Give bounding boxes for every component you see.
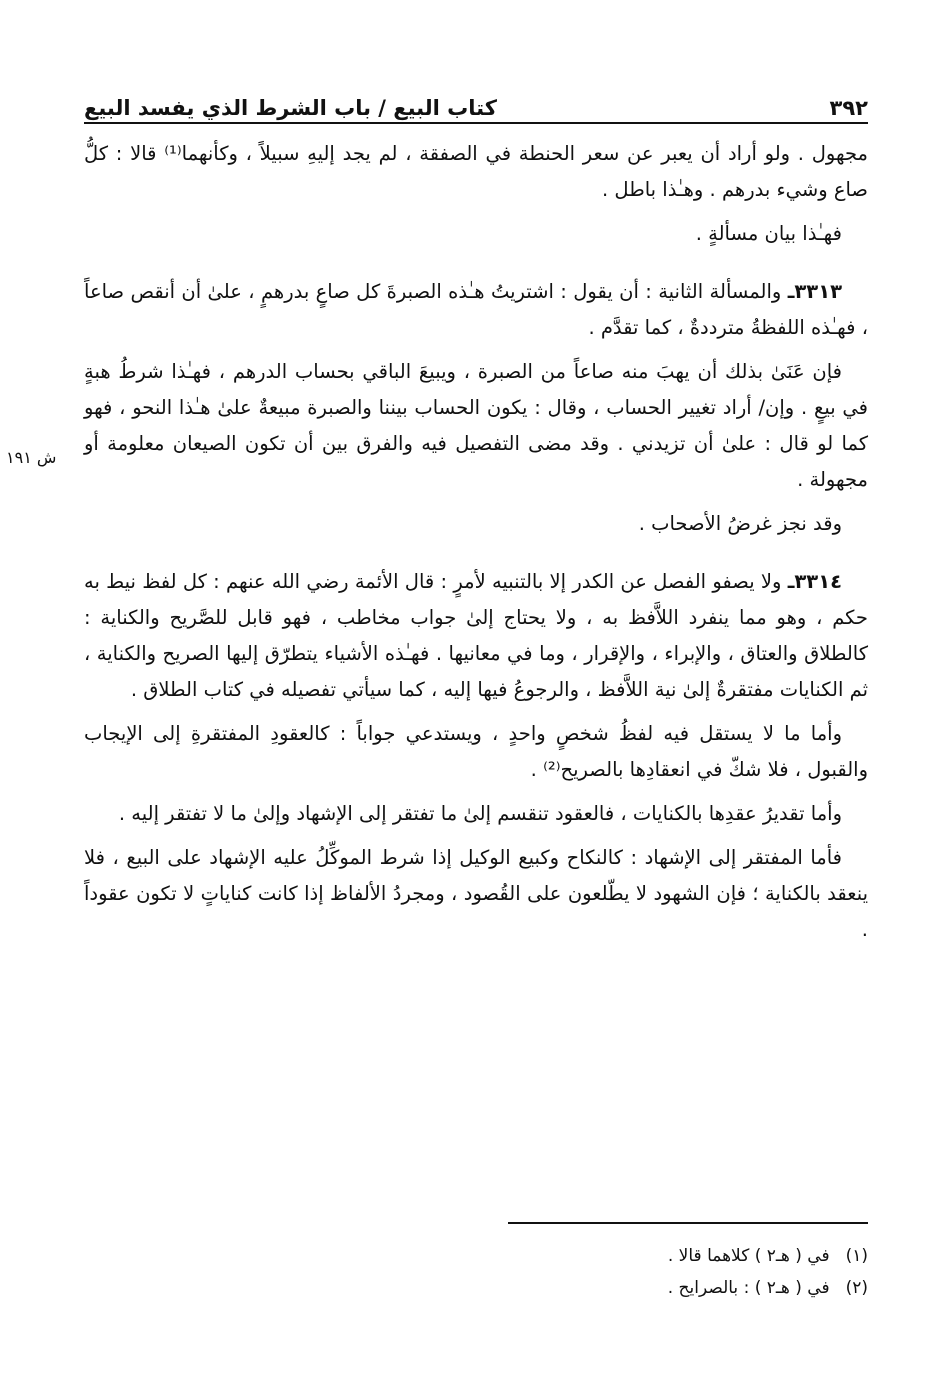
footnote-rule <box>508 1222 868 1224</box>
running-header <box>84 80 868 124</box>
manuscript-folio-note: ش ١٩١ <box>6 448 57 467</box>
paragraph: فأما المفتقر إلى الإشهاد : كالنكاح وكبيع الوكيل إذا شرط الموكِّلُ عليه الإشهاد على البيع ، فلا ينعقد بالكناية ؛ فإن الشهود لا يطّلعون على القُصود ، ومجردُ الألفاظ إذا كانت كناياتٍ لا تكون عقوداً . <box>84 846 868 941</box>
chapter-title: كتاب البيع / باب الشرط الذي يفسد البيع <box>84 96 497 120</box>
paragraph: وأما تقديرُ عقدِها بالكنايات ، فالعقود تنقسم إلىٰ ما تفتقر إلى الإشهاد وإلىٰ ما لا تفتقر إليه . <box>118 802 842 825</box>
section-number: ٣٣١٤ـ <box>787 570 842 593</box>
paragraph: فهـٰذا بيان مسألةٍ . <box>695 222 842 245</box>
section-number: ٣٣١٣ـ <box>787 280 843 303</box>
paragraph: وأما ما لا يستقل فيه لفظُ شخصٍ واحدٍ ، ويستدعي جواباً : كالعقودِ المفتقرةِ إلى الإيجاب والقبول ، فلا شكّ في انعقادِها بالصريح⁽²⁾ . <box>84 722 868 781</box>
footnote: (٢)في ( هـ٢ ) : بالصرايح . <box>667 1278 868 1298</box>
paragraph: فإن عَنَىٰ بذلك أن يهبَ منه صاعاً من الصبرة ، ويبيعَ الباقي بحساب الدرهم ، فهـٰذا شرطُ هبةٍ في بيعٍ . وإن/ أراد تغيير الحساب ، وقال : يكون الحساب بيننا والصبرة مبيعةٌ علىٰ هـٰذا النحو ، فهو كما لو قال : علىٰ أن تزيدني . وقد مضى التفصيل فيه والفرق بين أن تكون الصيعان معلومة أو مجهولة . <box>84 360 868 491</box>
footnotes <box>668 1240 868 1304</box>
book-page <box>84 80 868 956</box>
paragraph: مجهول . ولو أراد أن يعبر عن سعر الحنطة في الصفقة ، لم يجد إليهِ سبيلاً ، وكأنهما⁽¹⁾ قالا : كلُّ صاع وشيء بدرهم . وهـٰذا باطل . <box>84 142 868 201</box>
footnote: (١)في ( هـ٢ ) كلاهما قالا . <box>667 1246 868 1266</box>
page-number: ٣٩٢ <box>829 96 868 120</box>
paragraph: ٣٣١٤ـ ولا يصفو الفصل عن الكدر إلا بالتنبيه لأمرٍ : قال الأئمة رضي الله عنهم : كل لفظ نيط به حكم ، وهو مما ينفرد اللاَّفظ به ، ولا يحتاج إلىٰ جواب مخاطب ، فهو قابل للصَّريح والكناية : كالطلاق والعتاق ، والإبراء ، والإقرار ، وما في معانيها . فهـٰذه الأشياء يتطرّق إليها الصريح والكناية ، ثم الكنايات مفتقرةٌ إلىٰ نية اللاَّفظ ، والرجوعُ فيها إليه ، كما سيأتي تفصيله في كتاب الطلاق . <box>84 570 868 701</box>
paragraph: وقد نجز غرضُ الأصحاب . <box>638 512 842 535</box>
paragraph: ٣٣١٣ـ والمسألة الثانية : أن يقول : اشتريتُ هـٰذه الصبرةَ كل صاعٍ بدرهمٍ ، علىٰ أن أنقص صاعاً ، فهـٰذه اللفظةُ مترددةٌ ، كما تقدَّم . <box>84 280 868 339</box>
